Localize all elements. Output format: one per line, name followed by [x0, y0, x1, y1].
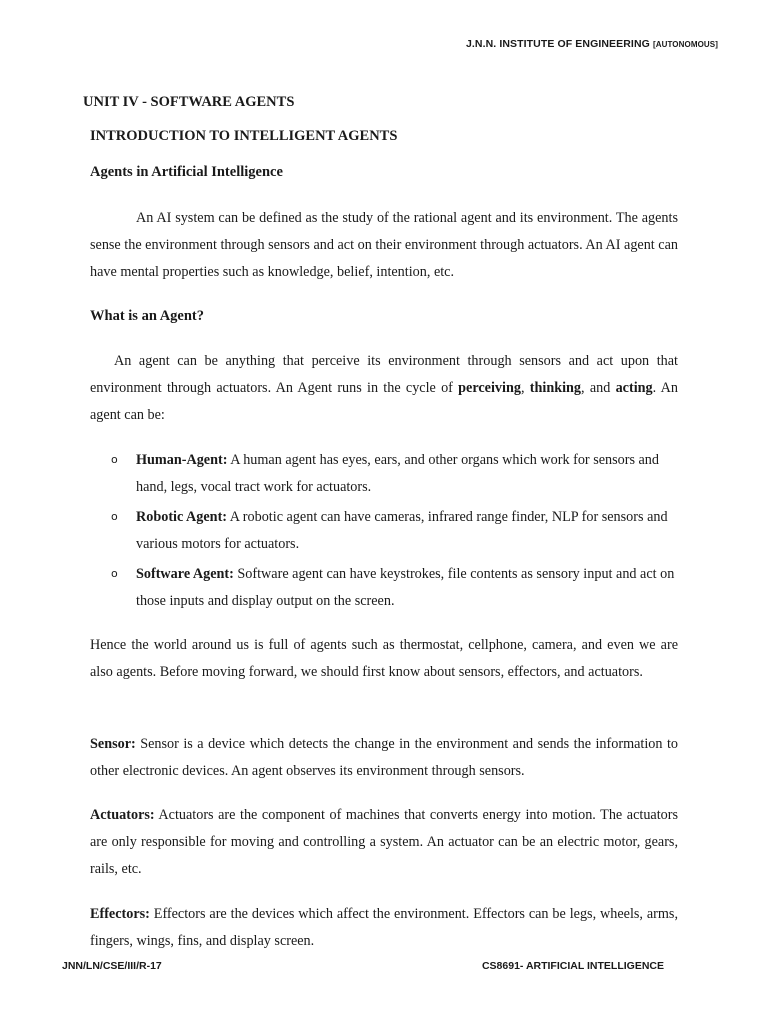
- term-thinking: thinking: [529, 380, 582, 396]
- institute-name: J.N.N. INSTITUTE OF ENGINEERING: [465, 38, 650, 50]
- list-item: [90, 504, 678, 557]
- what-is-agent-heading: What is an Agent?: [90, 308, 205, 324]
- unit-title: UNIT IV - SOFTWARE AGENTS: [83, 94, 295, 110]
- bullet-icon: o: [111, 567, 118, 580]
- agent-type-description: Software agent can have keystrokes, file contents as sensory input and act on those inputs and display output on the screen.: [136, 566, 675, 609]
- separator: , and: [581, 380, 616, 396]
- institute-status: [AUTONOMOUS]: [652, 40, 718, 49]
- subsection-title: Agents in Artificial Intelligence: [90, 164, 283, 180]
- intro-paragraph: An AI system can be defined as the study of the rational agent and its environment. The agents sense the environment through sensors and act on their environment through actuators. An AI agent can have mental properties such as knowledge, belief, intention, etc.: [90, 210, 678, 280]
- term-perceiving: perceiving: [458, 380, 521, 396]
- definition-text: Actuators are the component of machines that converts energy into motion. The actuators are only responsible for moving and controlling a system. An actuator can be an electric motor, gears, rails, etc.: [90, 807, 678, 877]
- agent-definition-text: An agent can be anything that perceive its environment through sensors and act upon that environment through actuators. An Agent runs in the cycle of: [90, 353, 678, 396]
- world-paragraph: Hence the world around us is full of agents such as thermostat, cellphone, camera, and even we are also agents. Before moving forward, we should first know about sensors, effectors, and actuators.: [90, 637, 678, 680]
- bullet-icon: o: [111, 510, 118, 523]
- definition-term: Actuators:: [90, 807, 155, 823]
- list-item: [90, 447, 678, 500]
- definition-term: Sensor:: [90, 736, 136, 752]
- footer-code: JNN/LN/CSE/III/R-17: [62, 960, 162, 972]
- agent-type-description: A robotic agent can have cameras, infrared range finder, NLP for sensors and various motors for actuators.: [136, 509, 668, 552]
- definition-text: Sensor is a device which detects the change in the environment and sends the information to other electronic devices. An agent observes its environment through sensors.: [90, 736, 678, 779]
- agent-type-term: Robotic Agent:: [136, 509, 228, 525]
- definition-effectors: [90, 901, 678, 955]
- agent-type-term: Software Agent:: [136, 566, 234, 582]
- definition-sensor: [90, 731, 678, 785]
- definition-actuators: [90, 802, 678, 883]
- agent-type-term: Human-Agent:: [136, 452, 228, 468]
- agent-type-description: A human agent has eyes, ears, and other organs which work for sensors and hand, legs, vocal tract work for actuators.: [136, 452, 659, 495]
- separator: ,: [520, 380, 530, 396]
- footer-course: CS8691- ARTIFICIAL INTELLIGENCE: [481, 960, 664, 972]
- page-header: [466, 38, 718, 50]
- definition-text: Effectors are the devices which affect the environment. Effectors can be legs, wheels, arms, fingers, wings, fins, and display screen.: [90, 906, 678, 949]
- agent-types-list: [90, 447, 678, 614]
- section-title: INTRODUCTION TO INTELLIGENT AGENTS: [90, 128, 398, 144]
- definition-term: Effectors:: [90, 906, 150, 922]
- term-acting: acting: [615, 380, 653, 396]
- bullet-icon: o: [111, 453, 118, 466]
- agent-definition-paragraph: [90, 348, 678, 429]
- agent-definition-tail: . An agent can be:: [90, 380, 678, 423]
- list-item: [90, 561, 678, 614]
